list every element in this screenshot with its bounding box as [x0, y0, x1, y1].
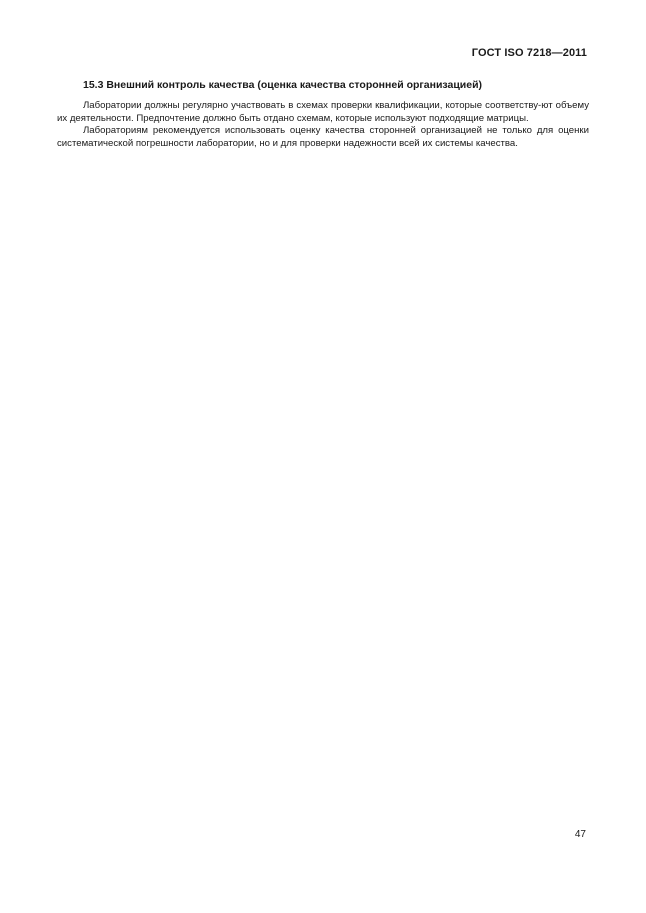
page-number: 47: [574, 829, 586, 840]
paragraph: Лабораториям рекомендуется использовать оценку качества сторонней организацией не только для оценки систематической погрешности лаборатории, но и для проверки надежности всей их системы качества.: [57, 125, 589, 150]
paragraph: Лаборатории должны регулярно участвовать в схемах проверки квалификации, которые соответству-ют объему их деятельности. Предпочтение должно быть отдано схемам, которые используют подходящие матрицы.: [57, 100, 589, 124]
section-heading: 15.3 Внешний контроль качества (оценка качества сторонней организацией): [83, 79, 483, 91]
document-code: ГОСТ ISO 7218—2011: [471, 47, 587, 59]
section-body: [57, 100, 589, 151]
